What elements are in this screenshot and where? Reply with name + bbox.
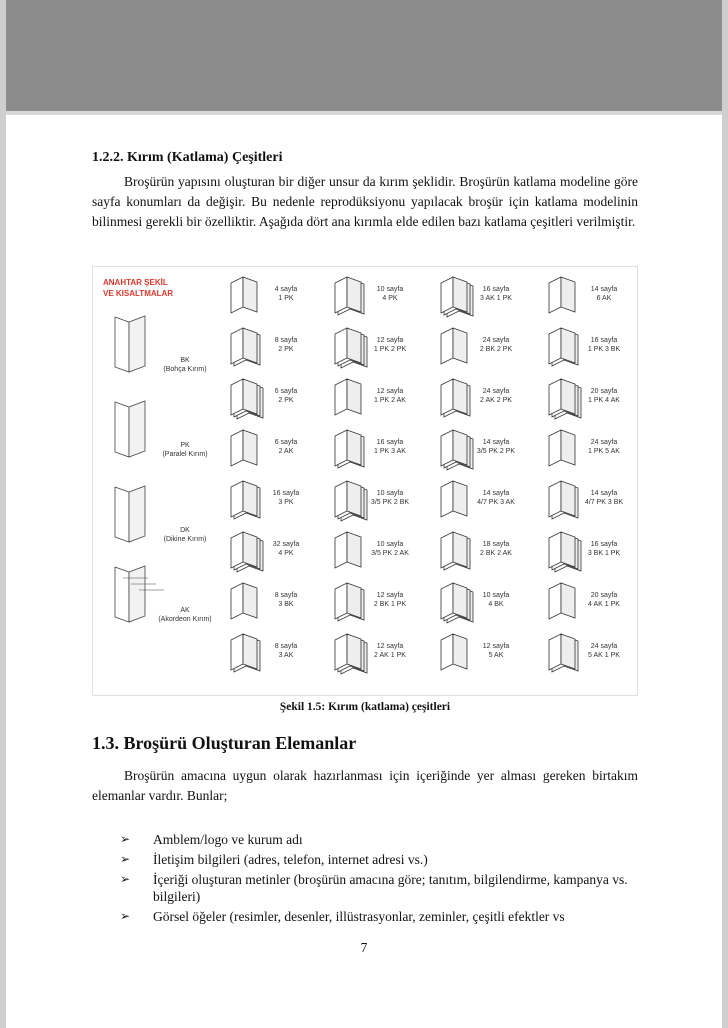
- fold-sample: [335, 430, 406, 468]
- fold-pages-label: 14 sayfa: [590, 490, 618, 497]
- header-band: [0, 0, 728, 115]
- fold-pages-label: 12 sayfa: [376, 592, 404, 599]
- fold-code-label: 2 BK 1 PK: [373, 601, 407, 608]
- fold-code-label: 3/5 PK 2 AK: [371, 550, 409, 557]
- fold-code-label: 4 AK 1 PK: [588, 601, 620, 608]
- key-desc: (Akordeon Kırım): [158, 616, 212, 623]
- fold-pages-label: 24 sayfa: [482, 388, 510, 395]
- page-number: 7: [360, 940, 368, 955]
- section2-paragraph: Broşürün amacına uygun olarak hazırlanması için içeriğinde yer alması gereken birtakım elemanlar vardır. Bunlar;: [92, 768, 638, 803]
- fold-code-label: 3 AK: [278, 652, 294, 659]
- fold-code-label: 2 AK 2 PK: [480, 397, 512, 404]
- fold-code-label: 3 AK 1 PK: [480, 295, 512, 302]
- fold-sample: [549, 328, 620, 366]
- fold-pages-label: 14 sayfa: [590, 286, 618, 293]
- fold-sample: [231, 583, 297, 619]
- fold-pages-label: 10 sayfa: [376, 490, 404, 497]
- key-desc: (Bohça Kırım): [163, 366, 207, 373]
- fold-pages-label: 20 sayfa: [590, 388, 618, 395]
- left-margin-strip: [0, 0, 6, 1028]
- fold-code-label: 3 BK 1 PK: [587, 550, 621, 557]
- fold-code-label: 1 PK 2 AK: [374, 397, 406, 404]
- key-fold-sketch-icon: [115, 316, 145, 372]
- right-margin-strip: [722, 0, 728, 1028]
- key-desc: (Dikine Kırım): [163, 536, 207, 543]
- fold-pages-label: 8 sayfa: [274, 592, 298, 599]
- fold-pages-label: 16 sayfa: [482, 286, 510, 293]
- fold-sample: [335, 379, 406, 415]
- fold-sample: [549, 583, 620, 619]
- fold-sample: [335, 634, 406, 674]
- fold-code-label: 2 BK 2 PK: [479, 346, 513, 353]
- key-title-line1: ANAHTAR ŞEKİL: [103, 278, 168, 287]
- fold-pages-label: 24 sayfa: [590, 439, 618, 446]
- fold-pages-label: 14 sayfa: [482, 490, 510, 497]
- key-desc: (Paralel Kırım): [162, 451, 208, 458]
- fold-pages-label: 16 sayfa: [590, 541, 618, 548]
- fold-code-label: 4 BK: [488, 601, 504, 608]
- fold-pages-label: 8 sayfa: [274, 337, 298, 344]
- fold-code-label: 2 AK 1 PK: [374, 652, 406, 659]
- fold-pages-label: 8 sayfa: [274, 643, 298, 650]
- fold-code-label: 4/7 PK 3 AK: [477, 499, 515, 506]
- fold-sample: [231, 328, 297, 366]
- fold-code-label: 2 PK: [278, 346, 294, 353]
- fold-sample: [441, 379, 512, 417]
- key-code: AK: [180, 607, 190, 614]
- fold-code-label: 1 PK 5 AK: [588, 448, 620, 455]
- fold-code-label: 3/5 PK 2 BK: [370, 499, 410, 506]
- fold-sample: [335, 328, 406, 368]
- fold-pages-label: 10 sayfa: [376, 286, 404, 293]
- fold-pages-label: 20 sayfa: [590, 592, 618, 599]
- list-item: ➢ İletişim bilgileri (adres, telefon, internet adresi vs.): [120, 852, 428, 867]
- arrow-bullet-icon: ➢: [120, 852, 131, 866]
- section2-heading: 1.3. Broşürü Oluşturan Elemanlar: [92, 733, 357, 753]
- fold-pages-label: 6 sayfa: [274, 388, 298, 395]
- fold-sample: [231, 481, 299, 519]
- fold-sample: [549, 430, 620, 466]
- fold-code-label: 2 AK: [278, 448, 294, 455]
- key-code: PK: [180, 442, 190, 449]
- arrow-bullet-icon: ➢: [120, 832, 131, 846]
- fold-sample: [441, 634, 509, 670]
- fold-code-label: 2 BK 2 AK: [480, 550, 512, 557]
- fold-code-label: 4 PK: [382, 295, 398, 302]
- fold-code-label: 1 PK 3 BK: [587, 346, 621, 353]
- fold-code-label: 5 AK 1 PK: [588, 652, 620, 659]
- fold-pages-label: 12 sayfa: [376, 337, 404, 344]
- key-code: BK: [180, 357, 190, 364]
- fold-sample: [549, 481, 623, 519]
- arrow-bullet-icon: ➢: [120, 909, 131, 923]
- key-fold-sketch-icon: [115, 401, 145, 457]
- fold-code-label: 1 PK 2 PK: [373, 346, 407, 353]
- key-code: DK: [180, 527, 190, 534]
- fold-pages-label: 24 sayfa: [482, 337, 510, 344]
- folding-types-figure: [92, 266, 638, 696]
- arrow-bullet-icon: ➢: [120, 872, 131, 886]
- fold-code-label: 2 PK: [278, 397, 294, 404]
- fold-sample: [335, 481, 409, 521]
- fold-code-label: 4 PK: [278, 550, 294, 557]
- fold-pages-label: 12 sayfa: [376, 388, 404, 395]
- key-fold-sketch-icon: [115, 566, 164, 622]
- section-paragraph: Broşürün yapısını oluşturan bir diğer unsur da kırım şeklidir. Broşürün katlama modeline göre sayfa konumları da değişir. Bu nedenle reprodüksiyonu yapılacak broşür için katlama modelinin bilinmesi gerekli bir özelliktir. Aşağıda dört ana kırımla elde edilen bazı katlama çeşitleri verilmiştir.: [92, 174, 638, 229]
- fold-pages-label: 10 sayfa: [376, 541, 404, 548]
- folding-diagram: [93, 267, 639, 697]
- fold-sample: [441, 481, 515, 517]
- key-title-line2: VE KISALTMALAR: [103, 289, 174, 298]
- fold-sample: [549, 532, 620, 572]
- fold-pages-label: 16 sayfa: [272, 490, 300, 497]
- fold-pages-label: 12 sayfa: [376, 643, 404, 650]
- list-item: ➢ İçeriği oluşturan metinler (broşürün amacına göre; tanıtım, bilgilendirme, kampanya vs. bilgileri): [120, 872, 628, 904]
- fold-sample: [441, 532, 512, 570]
- fold-sample: [549, 277, 617, 313]
- fold-pages-label: 32 sayfa: [272, 541, 300, 548]
- fold-code-label: 3/5 PK 2 PK: [476, 448, 516, 455]
- fold-pages-label: 12 sayfa: [482, 643, 510, 650]
- list-item: ➢ Amblem/logo ve kurum adı: [120, 832, 303, 847]
- fold-pages-label: 16 sayfa: [376, 439, 404, 446]
- fold-sample: [231, 277, 297, 313]
- fold-sample: [441, 583, 509, 623]
- figure-caption: Şekil 1.5: Kırım (katlama) çeşitleri: [279, 701, 451, 713]
- fold-sample: [441, 328, 512, 364]
- key-fold-sketch-icon: [115, 486, 145, 542]
- fold-sample: [549, 634, 620, 672]
- fold-pages-label: 4 sayfa: [274, 286, 298, 293]
- fold-pages-label: 10 sayfa: [482, 592, 510, 599]
- list-item: ➢ Görsel öğeler (resimler, desenler, illüstrasyonlar, zeminler, çeşitli efektler vs: [120, 909, 565, 924]
- fold-pages-label: 16 sayfa: [590, 337, 618, 344]
- fold-code-label: 3 BK: [278, 601, 294, 608]
- fold-code-label: 1 PK 4 AK: [588, 397, 620, 404]
- fold-code-label: 3 PK: [278, 499, 294, 506]
- fold-sample: [231, 532, 299, 572]
- section-heading: 1.2.2. Kırım (Katlama) Çeşitleri: [92, 150, 283, 165]
- fold-pages-label: 14 sayfa: [482, 439, 510, 446]
- fold-code-label: 6 AK: [596, 295, 612, 302]
- fold-code-label: 5 AK: [488, 652, 504, 659]
- fold-sample: [335, 583, 406, 621]
- fold-pages-label: 24 sayfa: [590, 643, 618, 650]
- fold-code-label: 1 PK: [278, 295, 294, 302]
- fold-sample: [231, 634, 297, 672]
- elements-list: [120, 831, 640, 928]
- fold-sample: [441, 430, 515, 470]
- fold-sample: [549, 379, 620, 419]
- fold-pages-label: 6 sayfa: [274, 439, 298, 446]
- fold-sample: [441, 277, 512, 317]
- fold-sample: [231, 379, 297, 419]
- fold-sample: [335, 277, 403, 315]
- fold-sample: [335, 532, 409, 568]
- fold-code-label: 1 PK 3 AK: [374, 448, 406, 455]
- fold-pages-label: 18 sayfa: [482, 541, 510, 548]
- fold-code-label: 4/7 PK 3 BK: [584, 499, 624, 506]
- fold-sample: [231, 430, 297, 466]
